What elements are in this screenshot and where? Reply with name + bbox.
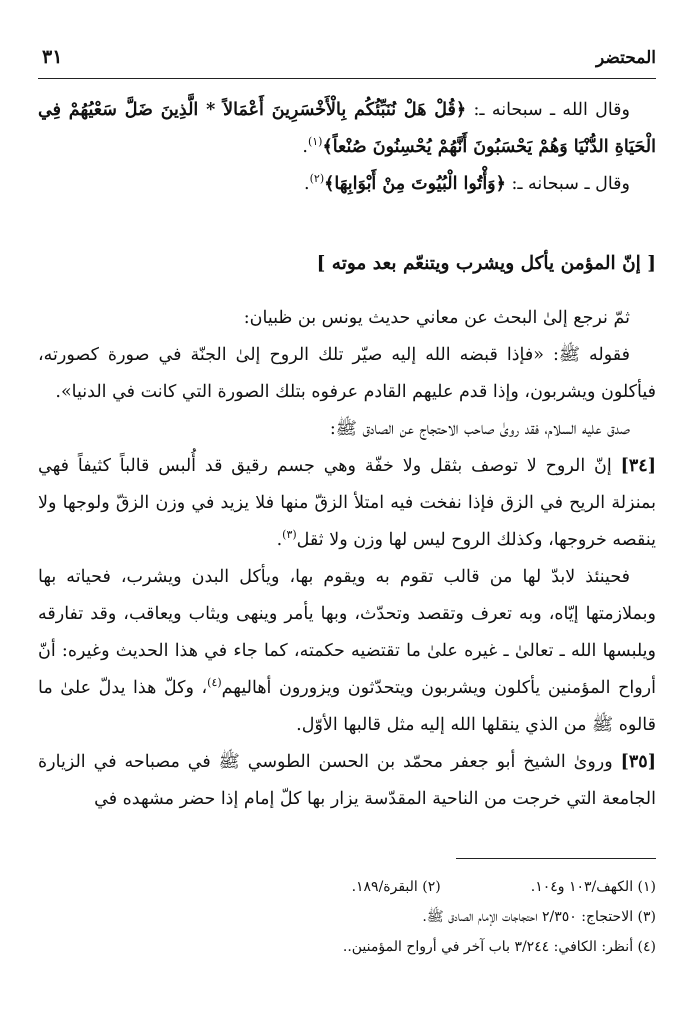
narration-text: إنّ الروح لا توصف بثقل ولا خفّة وهي جسم رقيق قد أُلبس قالباً كثيفاً فهي بمنزلة الريح في الزق فإذا نفخت فيه امتلأ الزقّ منها فلا يزيد في وزن الزقّ ولوجها ولا ينقصه خروجها، وكذلك الروح ليس لها وزن ولا ثقل: [38, 456, 656, 550]
quran-verse: ﴿وَأْتُوا الْبُيُوتَ مِنْ أَبْوَابِهَا﴾: [324, 174, 506, 194]
section-heading: [ إنّ المؤمن يأكل ويشرب ويتنعّم بعد موته ]: [316, 253, 656, 274]
footnote-ref: (١): [307, 135, 323, 149]
page-number: ٣١: [42, 46, 63, 68]
narration-number: [٣٤]: [620, 456, 656, 476]
narration-35: [38, 744, 656, 818]
paragraph: ثمّ نرجع إلىٰ البحث عن معاني حديث يونس بن ظبيان:: [243, 308, 630, 328]
main-text: [38, 92, 656, 818]
running-header: [38, 44, 656, 74]
footnote-line: [38, 872, 656, 902]
narration-34: [٣٤] إنّ الروح لا توصف بثقل ولا خفّة وهي جسم رقيق قد أُلبس قالباً كثيفاً فهي بمنزلة الريح في الزق فإذا نفخت فيه امتلأ الزقّ منها فلا يزيد في وزن الزقّ ولوجها ولا ينقصه خروجها، وكذلك الروح ليس لها وزن ولا ثقل$^{(٣)}$.: [38, 456, 656, 550]
quote-intro: وقال الله ـ سبحانه ـ:: [473, 100, 630, 120]
footnotes: [38, 872, 656, 962]
quran-quote-2: وقال ـ سبحانه ـ: ﴿وَأْتُوا الْبُيُوتَ مِنْ أَبْوَابِهَا﴾$^{(٢)}$.: [304, 172, 630, 194]
quote-intro: وقال ـ سبحانه ـ:: [511, 174, 630, 194]
footnote-2: (٢) البقرة/١٨٩.: [351, 879, 441, 895]
paragraph: فحينئذ لابدّ لها من قالب تقوم به ويقوم بها، ويأكل البدن ويشرب، فحياته بها وبملازمتها إيّاه، وبه تعرف وتقصد وتحدّث، وبها يأمر وينهى ويثاب ويعاقب، وقد تفارقه ويلبسها الله ـ تعالىٰ ـ غيره علىٰ ما تقتضيه حكمته، كما جاء في هذا الحديث وغيره: أنّ أرواح المؤمنين يأكلون ويشربون ويتحدّثون ويزورون أهاليهم$^{(٤)}$، وكلّ هذا يدلّ علىٰ ما قالوه ﷺ من الذي ينقلها الله إليه مثل قالبها الأوّل.: [38, 567, 656, 735]
narration-number: [٣٥]: [620, 752, 656, 772]
footnote-ref: (٤): [207, 676, 222, 690]
paragraph: فقوله ﷺ: «فإذا قبضه الله إليه صيّر تلك الروح إلىٰ الجنّة في صورة كصورته، فيأكلون ويشربون، وإذا قدم عليهم القادم عرفوه بتلك الصورة التي كانت في الدنيا».: [38, 345, 656, 402]
footnote-rule: [456, 858, 656, 859]
footnote-ref: (٢): [309, 172, 325, 186]
quran-verse: ﴿قُلْ هَلْ نُنَبِّئُكُم بِالْأَخْسَرِينَ أَعْمَالاً * الَّذِينَ ضَلَّ سَعْيُهُمْ فِي الْحَيَاةِ الدُّنْيَا وَهُمْ يَحْسَبُونَ أَنَّهُمْ يُحْسِنُونَ صُنْعاً﴾: [38, 100, 656, 157]
running-title: المحتضر: [596, 48, 656, 68]
footnote-ref: (٣): [282, 528, 297, 542]
quran-quote-1: وقال الله ـ سبحانه ـ: ﴿قُلْ هَلْ نُنَبِّئُكُم بِالْأَخْسَرِينَ أَعْمَالاً * الَّذِينَ ضَلَّ سَعْيُهُمْ فِي الْحَيَاةِ الدُّنْيَا وَهُمْ يَحْسَبُونَ أَنَّهُمْ يُحْسِنُونَ صُنْعاً﴾$^{(١)}$.: [38, 100, 656, 157]
footnote-4: (٤) أنظر: الكافي: ٣/٢٤٤ باب آخر في أرواح المؤمنين..: [342, 939, 656, 955]
paragraph: صدق عليه السلام، فقد روىٰ صاحب الاحتجاج عن الصادق ﷺ:: [329, 419, 630, 439]
narration-text: ورویٰ الشيخ أبو جعفر محمّد بن الحسن الطوسي ﷺ في مصباحه في الزيارة الجامعة التي خرجت من الناحية المقدّسة يزار بها كلّ إمام إذا حضر مشهده في: [38, 752, 656, 809]
header-rule: [38, 78, 656, 79]
footnote-1: (١) الكهف/١٠٣ و١٠٤.: [530, 879, 656, 895]
footnote-3: (٣) الاحتجاج: ٢/٣٥٠ احتجاجات الإمام الصادق ﷺ.: [422, 909, 656, 925]
book-page: [38, 0, 656, 1014]
